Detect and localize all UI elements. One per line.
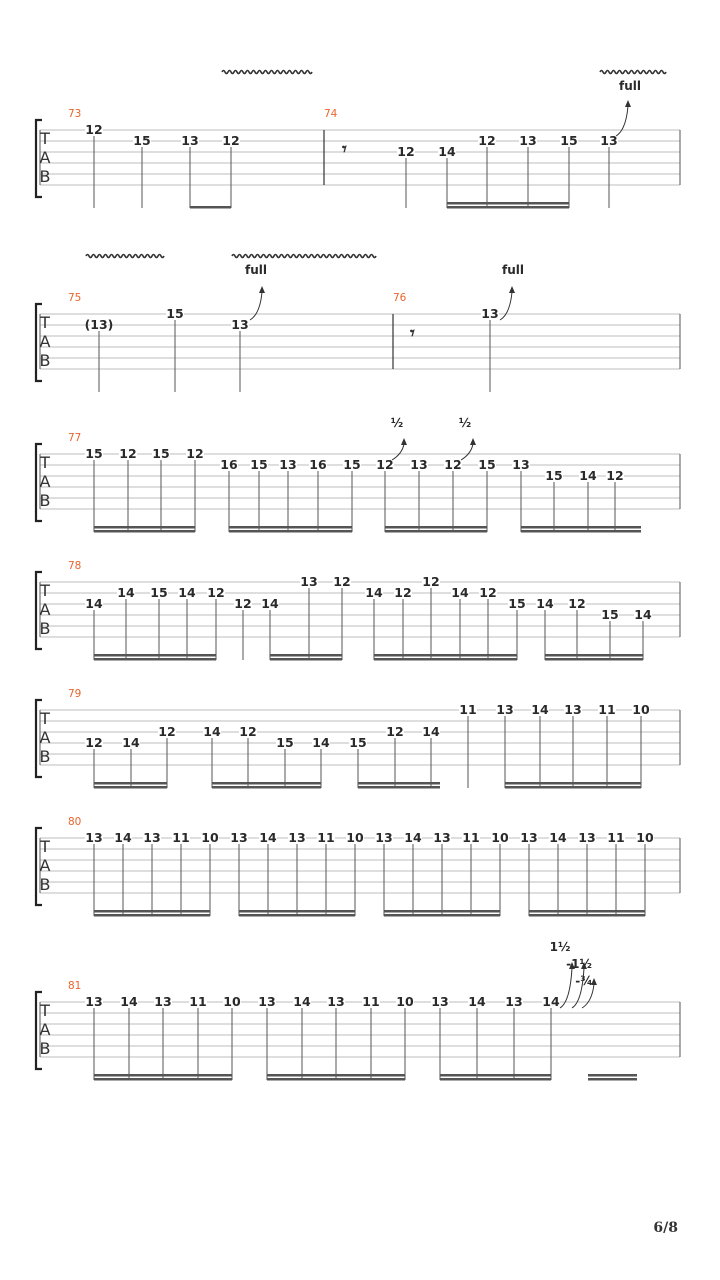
- fret-number: 15: [152, 446, 170, 461]
- fret-number: 13: [375, 830, 393, 845]
- beam: [385, 530, 487, 533]
- fret-number: 15: [560, 133, 578, 148]
- beam: [94, 914, 210, 917]
- fret-number: 11: [317, 830, 335, 845]
- beam: [545, 654, 643, 657]
- tab-system: [36, 560, 680, 661]
- bend-label: ½: [458, 416, 472, 430]
- beam: [588, 1078, 637, 1081]
- fret-number: 14: [549, 830, 567, 845]
- vibrato-mark: [222, 71, 312, 74]
- tab-clef-letter: B: [39, 491, 51, 510]
- measure-number: 76: [393, 292, 407, 304]
- beam: [447, 206, 569, 209]
- fret-number: 10: [223, 994, 241, 1009]
- fret-number: 14: [542, 994, 560, 1009]
- fret-number: 14: [468, 994, 486, 1009]
- fret-number: 14: [203, 724, 221, 739]
- tab-clef-letter: A: [39, 148, 51, 167]
- vibrato-mark: [232, 255, 376, 258]
- bend-label: full: [245, 263, 267, 277]
- fret-number: 11: [362, 994, 380, 1009]
- fret-number: 14: [122, 735, 140, 750]
- fret-number: 12: [386, 724, 404, 739]
- fret-number: 12: [85, 122, 103, 137]
- fret-number: 13: [300, 574, 318, 589]
- bend-arrow-icon: [401, 438, 407, 445]
- fret-number: 13: [258, 994, 276, 1009]
- fret-number: 15: [478, 457, 496, 472]
- tab-clef-letter: T: [40, 313, 50, 332]
- tab-system: [36, 263, 680, 392]
- fret-number: 13: [520, 830, 538, 845]
- fret-number: 12: [207, 585, 225, 600]
- beam: [545, 658, 643, 661]
- beam: [94, 786, 167, 789]
- beam: [212, 782, 321, 785]
- tab-system: [36, 79, 680, 209]
- fret-number: 14: [422, 724, 440, 739]
- beam: [270, 658, 342, 661]
- beam: [94, 658, 216, 661]
- fret-number: 12: [85, 735, 103, 750]
- fret-number: 14: [259, 830, 277, 845]
- fret-number: 11: [189, 994, 207, 1009]
- fret-number: 13: [410, 457, 428, 472]
- fret-number: 13: [564, 702, 582, 717]
- beam: [267, 1074, 405, 1077]
- fret-number: 13: [279, 457, 297, 472]
- bend-arrow-icon: [509, 286, 515, 293]
- fret-number: 12: [222, 133, 240, 148]
- fret-number: 12: [478, 133, 496, 148]
- fret-number: 12: [397, 144, 415, 159]
- tab-clef-letter: A: [39, 600, 51, 619]
- beam: [358, 786, 440, 789]
- bend-curve: [392, 444, 404, 460]
- fret-number: 15: [250, 457, 268, 472]
- beam: [94, 654, 216, 657]
- tab-clef-letter: A: [39, 472, 51, 491]
- fret-number: 15: [276, 735, 294, 750]
- fret-number: 14: [404, 830, 422, 845]
- fret-number: 13: [433, 830, 451, 845]
- fret-number: 10: [491, 830, 509, 845]
- beam: [94, 910, 210, 913]
- fret-number: 11: [607, 830, 625, 845]
- beam: [190, 206, 231, 209]
- fret-number: 15: [343, 457, 361, 472]
- beam: [521, 526, 641, 529]
- fret-number: 14: [120, 994, 138, 1009]
- beam: [440, 1078, 551, 1081]
- fret-number: 13: [431, 994, 449, 1009]
- fret-number: 13: [85, 994, 103, 1009]
- fret-number: 12: [568, 596, 586, 611]
- fret-number: 13: [231, 317, 249, 332]
- beam: [529, 910, 645, 913]
- fret-number: 11: [598, 702, 616, 717]
- bend-arrow-icon: [470, 438, 476, 445]
- bend-arrow-icon: [625, 100, 631, 107]
- fret-number: 14: [312, 735, 330, 750]
- tab-system: [36, 688, 680, 789]
- measure-number: 73: [68, 108, 82, 120]
- tab-system: [36, 816, 680, 917]
- fret-number: 14: [365, 585, 383, 600]
- beam: [267, 1078, 405, 1081]
- tab-clef-letter: B: [39, 351, 51, 370]
- fret-number: 13: [143, 830, 161, 845]
- fret-number: 13: [85, 830, 103, 845]
- beam: [374, 654, 517, 657]
- fret-number: 12: [422, 574, 440, 589]
- measure-number: 75: [68, 292, 82, 304]
- beam: [529, 914, 645, 917]
- fret-number: 14: [531, 702, 549, 717]
- fret-number: 11: [172, 830, 190, 845]
- beam: [229, 526, 352, 529]
- vibrato-mark: [600, 71, 666, 74]
- fret-number: 14: [178, 585, 196, 600]
- beam: [358, 782, 440, 785]
- fret-number: 13: [154, 994, 172, 1009]
- fret-number: 14: [293, 994, 311, 1009]
- eighth-rest-icon: 𝄾: [410, 323, 415, 344]
- fret-number: 13: [505, 994, 523, 1009]
- fret-number: 15: [601, 607, 619, 622]
- tab-system: [36, 416, 680, 533]
- bend-curve: [616, 106, 628, 136]
- tab-clef-letter: B: [39, 167, 51, 186]
- beam: [447, 202, 569, 205]
- measure-number: 74: [324, 108, 338, 120]
- beam: [374, 658, 517, 661]
- fret-number: 15: [545, 468, 563, 483]
- tab-clef-letter: A: [39, 332, 51, 351]
- tab-clef-letter: A: [39, 1020, 51, 1039]
- fret-number: 13: [288, 830, 306, 845]
- fret-number: 15: [85, 446, 103, 461]
- measure-number: 80: [68, 816, 82, 828]
- fret-number: 14: [261, 596, 279, 611]
- beam: [212, 786, 321, 789]
- fret-number: 12: [394, 585, 412, 600]
- tab-clef-letter: A: [39, 728, 51, 747]
- beam: [229, 530, 352, 533]
- fret-number: 13: [512, 457, 530, 472]
- fret-number: 10: [632, 702, 650, 717]
- fret-number: 13: [230, 830, 248, 845]
- fret-number: 10: [201, 830, 219, 845]
- fret-number: 15: [166, 306, 184, 321]
- beam: [384, 914, 500, 917]
- tab-clef-letter: T: [40, 709, 50, 728]
- bend-label: -1½: [566, 957, 592, 971]
- tab-clef-letter: T: [40, 837, 50, 856]
- fret-number: (13): [84, 317, 114, 332]
- beam: [94, 530, 195, 533]
- fret-number: 11: [459, 702, 477, 717]
- beam: [94, 1078, 232, 1081]
- fret-number: 14: [117, 585, 135, 600]
- fret-number: 13: [181, 133, 199, 148]
- beam: [588, 1074, 637, 1077]
- bend-label: full: [502, 263, 524, 277]
- fret-number: 13: [481, 306, 499, 321]
- fret-number: 14: [114, 830, 132, 845]
- fret-number: 13: [578, 830, 596, 845]
- bend-curve: [250, 292, 262, 320]
- fret-number: 14: [85, 596, 103, 611]
- tab-clef-letter: B: [39, 875, 51, 894]
- beam: [239, 914, 355, 917]
- tab-clef-letter: T: [40, 581, 50, 600]
- beam: [384, 910, 500, 913]
- bend-label: ½: [390, 416, 404, 430]
- fret-number: 10: [396, 994, 414, 1009]
- fret-number: 12: [234, 596, 252, 611]
- tab-clef-letter: B: [39, 747, 51, 766]
- vibrato-mark: [86, 255, 164, 258]
- fret-number: 12: [158, 724, 176, 739]
- tab-clef-letter: B: [39, 1039, 51, 1058]
- bend-curve: [461, 444, 473, 460]
- bend-arrow-icon: [259, 286, 265, 293]
- bend-label: -¾: [575, 974, 593, 988]
- fret-number: 14: [634, 607, 652, 622]
- fret-number: 12: [606, 468, 624, 483]
- fret-number: 10: [346, 830, 364, 845]
- fret-number: 15: [150, 585, 168, 600]
- beam: [521, 530, 641, 533]
- fret-number: 14: [579, 468, 597, 483]
- fret-number: 15: [349, 735, 367, 750]
- fret-number: 13: [600, 133, 618, 148]
- fret-number: 14: [438, 144, 456, 159]
- beam: [385, 526, 487, 529]
- measure-number: 77: [68, 432, 82, 444]
- page-number: 6/8: [653, 1220, 678, 1236]
- fret-number: 12: [479, 585, 497, 600]
- fret-number: 12: [376, 457, 394, 472]
- measure-number: 79: [68, 688, 82, 700]
- fret-number: 10: [636, 830, 654, 845]
- eighth-rest-icon: 𝄾: [342, 139, 347, 160]
- fret-number: 16: [220, 457, 238, 472]
- measure-number: 78: [68, 560, 82, 572]
- fret-number: 12: [444, 457, 462, 472]
- fret-number: 12: [333, 574, 351, 589]
- beam: [505, 786, 641, 789]
- fret-number: 16: [309, 457, 327, 472]
- fret-number: 13: [327, 994, 345, 1009]
- bend-label: 1½: [549, 940, 571, 954]
- tab-clef-letter: T: [40, 1001, 50, 1020]
- tab-clef-letter: A: [39, 856, 51, 875]
- beam: [505, 782, 641, 785]
- fret-number: 13: [496, 702, 514, 717]
- bend-label: full: [619, 79, 641, 93]
- measure-number: 81: [68, 980, 82, 992]
- fret-number: 12: [186, 446, 204, 461]
- fret-number: 15: [133, 133, 151, 148]
- beam: [94, 1074, 232, 1077]
- fret-number: 14: [536, 596, 554, 611]
- tab-system: [36, 940, 680, 1081]
- beam: [94, 526, 195, 529]
- bend-curve: [500, 292, 512, 320]
- fret-number: 15: [508, 596, 526, 611]
- tab-clef-letter: T: [40, 453, 50, 472]
- tab-clef-letter: T: [40, 129, 50, 148]
- beam: [440, 1074, 551, 1077]
- beam: [94, 782, 167, 785]
- beam: [239, 910, 355, 913]
- fret-number: 12: [239, 724, 257, 739]
- tab-clef-letter: B: [39, 619, 51, 638]
- beam: [270, 654, 342, 657]
- fret-number: 12: [119, 446, 137, 461]
- fret-number: 13: [519, 133, 537, 148]
- fret-number: 14: [451, 585, 469, 600]
- fret-number: 11: [462, 830, 480, 845]
